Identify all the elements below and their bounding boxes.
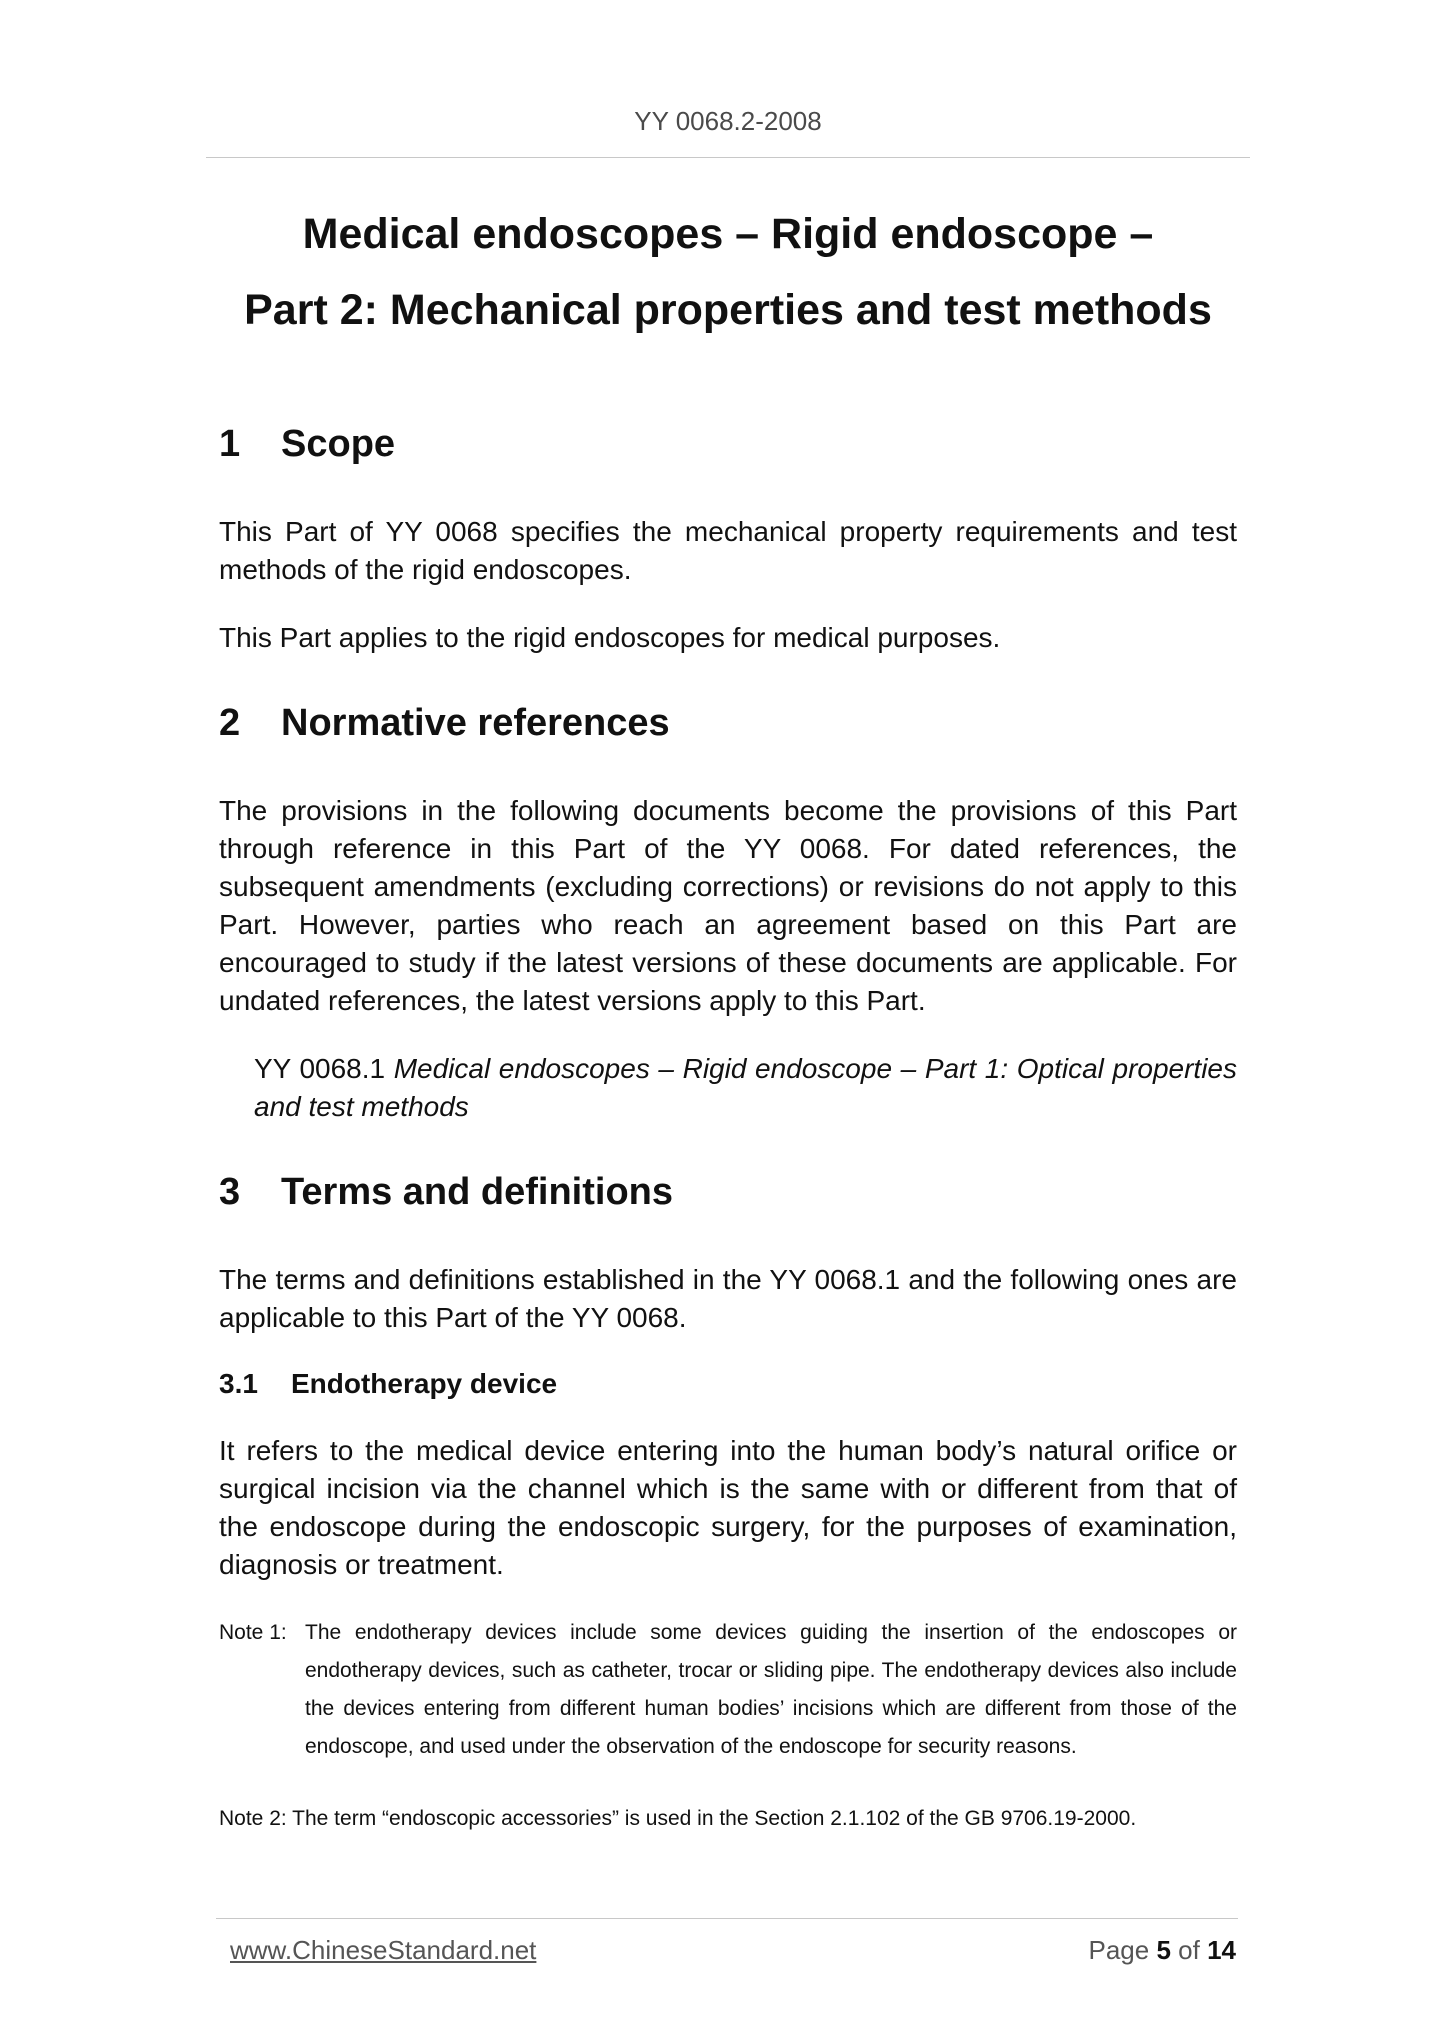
note-1 [219, 1614, 1237, 1766]
section-title: Normative references [281, 702, 670, 744]
footer-website-link[interactable]: www.ChineseStandard.net [230, 1935, 537, 1965]
page-current: 5 [1156, 1935, 1171, 1965]
section-title: Scope [281, 423, 396, 465]
terms-paragraph: The terms and definitions established in the YY 0068.1 and the following ones are applicable to this Part of the YY 0068. [219, 1264, 1237, 1333]
section-terms [219, 1166, 1237, 1218]
definition-wrap [219, 1432, 1237, 1584]
note-2 [219, 1800, 1237, 1838]
note-1-label: Note 1: [219, 1621, 287, 1644]
page-of-label: of [1178, 1935, 1200, 1965]
scope-paragraph-1: This Part of YY 0068 specifies the mechanical property requirements and test methods of the rigid endoscopes. [219, 516, 1237, 585]
subsection-endotherapy [219, 1365, 1237, 1403]
note-1-text: The endotherapy devices include some devices guiding the insertion of the endoscopes or endotherapy devices, such as catheter, trocar or sliding pipe. The endotherapy devices also include the devices entering from different human bodies’ incisions which are different from those of the endoscope, and used under the observation of the endoscope for security reasons. [305, 1621, 1237, 1758]
subsection-number: 3.1 [219, 1368, 258, 1399]
scope-paragraph-1-wrap [219, 513, 1237, 589]
section-heading-normative [219, 697, 1237, 749]
definition-paragraph: It refers to the medical device entering into the human body’s natural orifice or surgical incision via the channel which is the same with or different from that of the endoscope during the endoscopic surgery, for the purposes of examination, diagnosis or treatment. [219, 1435, 1237, 1580]
section-scope [219, 418, 1237, 470]
section-number: 2 [219, 702, 241, 744]
terms-paragraph-wrap [219, 1261, 1237, 1337]
footer-divider [216, 1918, 1238, 1919]
document-title [206, 196, 1250, 348]
header-divider [206, 157, 1250, 158]
title-line-1: Medical endoscopes – Rigid endoscope – [302, 210, 1154, 258]
reference-entry-wrap [219, 1050, 1237, 1126]
scope-paragraph-2: This Part applies to the rigid endoscopes for medical purposes. [219, 622, 1001, 653]
running-header: YY 0068.2-2008 [634, 106, 822, 136]
note-2-text: Note 2: The term “endoscopic accessories” is used in the Section 2.1.102 of the GB 9706.19-2000. [219, 1807, 1137, 1830]
page-number [1088, 1935, 1236, 1966]
subsection-title: Endotherapy device [291, 1368, 558, 1399]
section-normative [219, 697, 1237, 749]
reference-title: Medical endoscopes – Rigid endoscope – Part 1: Optical properties and test methods [254, 1053, 1238, 1122]
reference-code: YY 0068.1 [254, 1053, 386, 1084]
subsection-heading [219, 1365, 1237, 1403]
section-heading-terms [219, 1166, 1237, 1218]
section-heading-scope [219, 418, 1237, 470]
section-number: 1 [219, 423, 241, 465]
page-label: Page [1088, 1935, 1150, 1965]
section-title: Terms and definitions [281, 1171, 674, 1213]
section-number: 3 [219, 1171, 241, 1213]
normative-paragraph-wrap [219, 792, 1237, 1020]
page-total: 14 [1207, 1935, 1236, 1965]
scope-paragraph-2-wrap [219, 619, 1237, 657]
normative-paragraph: The provisions in the following documents become the provisions of this Part through reference in this Part of the YY 0068. For dated references, the subsequent amendments (excluding corrections) or revisions do not apply to this Part. However, parties who reach an agreement based on this Part are encouraged to study if the latest versions of these documents are applicable. For undated references, the latest versions apply to this Part. [219, 795, 1237, 1016]
reference-entry [254, 1050, 1237, 1126]
title-line-2: Part 2: Mechanical properties and test methods [244, 286, 1212, 334]
